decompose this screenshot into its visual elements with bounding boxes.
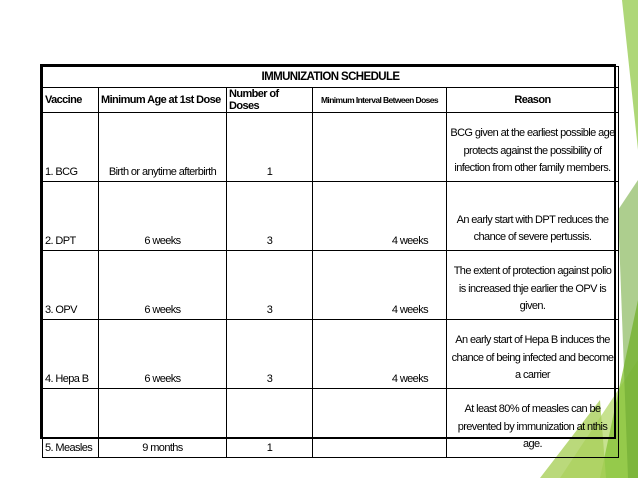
cell-doses: 1	[227, 113, 313, 182]
cell-reason: At least 80% of measles can be prevented by immunization at nthis age.	[447, 389, 619, 458]
cell-min-age: 6 weeks	[99, 251, 227, 320]
table-title-row	[43, 67, 619, 88]
cell-doses: 3	[227, 320, 313, 389]
immunization-schedule-table	[42, 66, 619, 458]
cell-vaccine: 4. Hepa B	[43, 320, 99, 389]
cell-vaccine: 1. BCG	[43, 113, 99, 182]
table-row	[43, 389, 619, 458]
cell-min-age: 6 weeks	[99, 182, 227, 251]
cell-vaccine: 3. OPV	[43, 251, 99, 320]
header-doses: Number of Doses	[227, 88, 313, 113]
cell-interval: 4 weeks	[313, 182, 447, 251]
cell-reason: The extent of protection against polio is increased thje earlier the OPV is given.	[447, 251, 619, 320]
cell-min-age: Birth or anytime afterbirth	[99, 113, 227, 182]
header-interval: Minimum Interval Between Doses	[313, 88, 447, 113]
cell-vaccine: 2. DPT	[43, 182, 99, 251]
cell-doses: 3	[227, 251, 313, 320]
cell-min-age: 6 weeks	[99, 320, 227, 389]
table-row	[43, 320, 619, 389]
table-title: IMMUNIZATION SCHEDULE	[43, 67, 619, 88]
cell-interval: 4 weeks	[313, 320, 447, 389]
cell-reason: An early start with DPT reduces the chance of severe pertussis.	[447, 182, 619, 251]
deco-green-sliver-top	[622, 0, 638, 150]
cell-doses: 3	[227, 182, 313, 251]
header-vaccine: Vaccine	[43, 88, 99, 113]
cell-interval: 4 weeks	[313, 251, 447, 320]
table-row	[43, 182, 619, 251]
cell-reason: BCG given at the earliest possible age protects against the possibility of infection from other family members.	[447, 113, 619, 182]
cell-min-age: 9 months	[99, 389, 227, 458]
cell-interval	[313, 113, 447, 182]
header-min-age: Minimum Age at 1st Dose	[99, 88, 227, 113]
immunization-table-frame	[40, 64, 616, 454]
header-reason: Reason	[447, 88, 619, 113]
table-row	[43, 251, 619, 320]
cell-interval	[313, 389, 447, 458]
cell-doses: 1	[227, 389, 313, 458]
table-header-row	[43, 88, 619, 113]
table-row	[43, 113, 619, 182]
cell-vaccine: 5. Measles	[43, 389, 99, 458]
cell-reason: An early start of Hepa B induces the chance of being infected and become a carrier	[447, 320, 619, 389]
